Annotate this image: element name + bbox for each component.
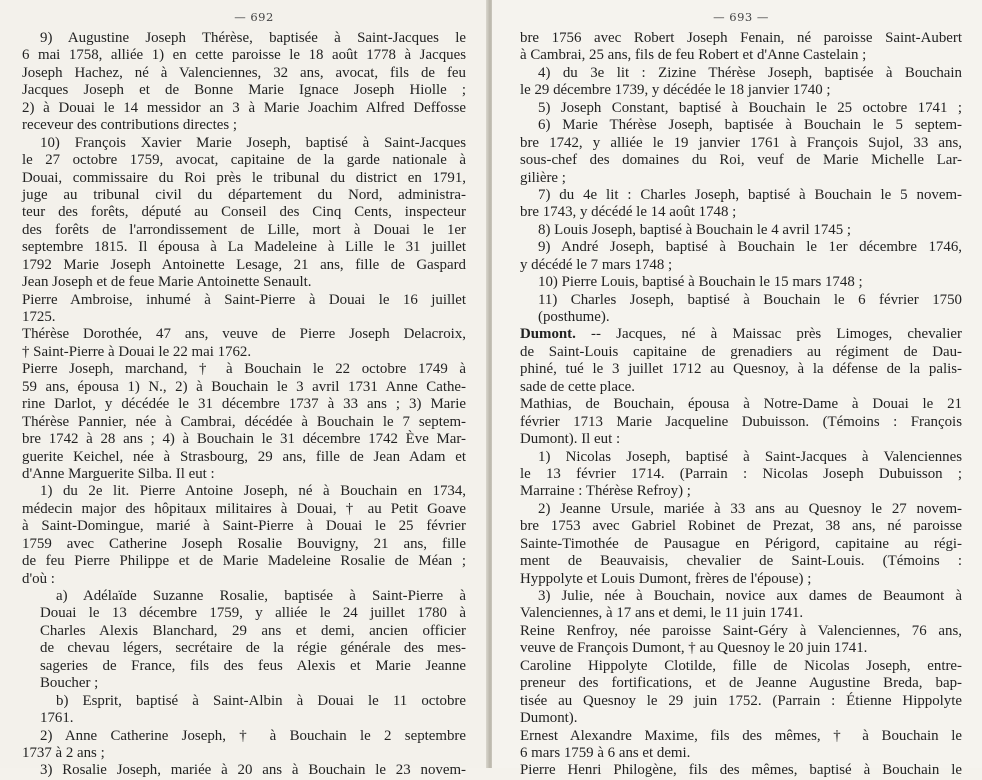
text-line: receveur des contributions directes ; <box>22 117 238 134</box>
text-line: preneur des fortifications, et de Jeanne Augustine Breda, bap- <box>520 675 962 692</box>
text-line: Dumont). Il eut : <box>520 431 621 448</box>
text-line: des forêts de l'arrondissement de Lille, mort à Douai le 1er <box>22 221 466 238</box>
text-line: bre 1742 à 28 ans ; 4) à Bouchain le 31 décembre 1742 Ève Mar- <box>22 431 466 448</box>
text-line: 2) Anne Catherine Joseph, † à Bouchain le 2 septembre <box>40 727 466 744</box>
text-line: à Saint-Domingue, marié à Saint-Pierre à Douai le 25 février <box>22 518 466 535</box>
text-line: 9) Augustine Joseph Thérèse, baptisée à Saint-Jacques le <box>40 30 466 46</box>
text-line: Jean Joseph et de feue Marie Antoinette Senault. <box>22 274 312 291</box>
text-line: phiné, tué le 3 juillet 1712 au Quesnoy, à la défense de la palis- <box>520 361 962 378</box>
text-line: sageries de France, fils des feus Alexis et Marie Jeanne <box>40 657 466 674</box>
text-line: 1725. <box>22 309 56 325</box>
text-line: Pierre Henri Philogène, fils des mêmes, baptisé à Bouchain le <box>520 762 962 779</box>
text-line: Marraine : Thérèse Refroy) ; <box>520 483 691 500</box>
text-line: 1) Nicolas Joseph, baptisé à Saint-Jacques à Valenciennes <box>538 448 962 465</box>
text-line: juge au tribunal civil du département du Nord, administra- <box>22 186 466 203</box>
text-line: guerite Keichel, née à Strasbourg, 29 ans, fille de Jean Adam et <box>22 448 466 465</box>
text-line: 5) Joseph Constant, baptisé à Bouchain le 25 octobre 1741 ; <box>538 99 962 116</box>
text-column <box>520 30 962 780</box>
text-line: 1761. <box>40 710 74 727</box>
text-line: 3) Rosalie Joseph, mariée à 20 ans à Bouchain le 23 novem- <box>40 762 466 779</box>
text-line: de chevau légers, secrétaire de la régie générale des mes- <box>40 640 466 657</box>
text-line: bre 1743, y décédé le 14 août 1748 ; <box>520 204 737 221</box>
text-line: 1737 à 2 ans ; <box>22 744 105 761</box>
right-page <box>492 0 982 779</box>
text-line: bre 1756 avec Robert Joseph Fenain, né paroisse Saint-Aubert <box>520 30 962 46</box>
text-line: le 13 février 1714. (Parrain : Nicolas Joseph Dubuisson ; <box>520 465 962 482</box>
text-line: gilière ; <box>520 169 566 186</box>
text-line: février 1713 Marie Jacqueline Dubuisson. (Témoins : François <box>520 413 962 430</box>
text-line: Ernest Alexandre Maxime, fils des mêmes, † à Bouchain le <box>520 727 962 744</box>
text-line: Mathias, de Bouchain, épousa à Notre-Dame à Douai le 21 <box>520 396 962 413</box>
text-line: 1759 avec Catherine Joseph Rosalie Bouvigny, 21 ans, fille <box>22 535 466 552</box>
text-line: 11) Charles Joseph, baptisé à Bouchain le 6 février 1750 <box>538 291 962 308</box>
text-line: veuve de François Dumont, † au Quesnoy le 20 juin 1741. <box>520 640 868 657</box>
text-line: 6 mars 1759 à 6 ans et demi. <box>520 744 691 761</box>
text-line: Jacques Joseph et de Bonne Marie Ignace Joseph Hiolle ; <box>22 82 466 99</box>
text-line: bre 1742, y alliée le 19 janvier 1761 à François Sujol, 33 ans, <box>520 134 962 151</box>
text-line: a) Adélaïde Suzanne Rosalie, baptisée à Saint-Pierre à <box>56 588 466 604</box>
text-line: Thérèse Pannier, née à Cambrai, décédée à Bouchain le 7 septem- <box>22 413 466 430</box>
text-line: Boucher ; <box>40 675 99 692</box>
text-line: Dumont. -- Jacques, né à Maissac près Limoges, chevalier <box>520 326 962 343</box>
text-line: Douai le 13 décembre 1759, y alliée le 24 juillet 1780 à <box>40 605 466 622</box>
text-line: tisée au Quesnoy le 29 juin 1752. (Parrain : Étienne Hippolyte <box>520 692 962 709</box>
text-line: d'Anne Marguerite Silba. Il eut : <box>22 465 215 482</box>
text-line: médecin major des hôpitaux militaires à Douai, † au Petit Goave <box>22 500 466 517</box>
text-line: d'où : <box>22 570 55 587</box>
text-line: 4) du 3e lit : Zizine Thérèse Joseph, baptisée à Bouchain <box>538 64 962 81</box>
text-line: Dumont). <box>520 710 578 727</box>
text-line: sade de cette place. <box>520 378 635 395</box>
text-line: Reine Renfroy, née paroisse Saint-Géry à Valenciennes, 76 ans, <box>520 622 962 639</box>
text-line: ment de Beauvaisis, chevalier de Saint-Louis. (Témoins : <box>520 553 962 570</box>
text-line: 9) André Joseph, baptisé à Bouchain le 1er décembre 1746, <box>538 239 962 256</box>
text-line: le 27 octobre 1759, avocat, capitaine de la garde nationale à <box>22 152 466 169</box>
text-line: Thérèse Dorothée, 47 ans, veuve de Pierre Joseph Delacroix, <box>22 326 466 343</box>
text-line: Valenciennes, à 17 ans et demi, le 11 juin 1741. <box>520 605 804 622</box>
text-line: 10) Pierre Louis, baptisé à Bouchain le 15 mars 1748 ; <box>538 274 863 291</box>
text-line: septembre 1815. Il épousa à La Madeleine à Lille le 31 juillet <box>22 239 466 256</box>
text-line: 6 mai 1758, alliée 1) en cette paroisse le 18 août 1778 à Jacques <box>22 47 466 64</box>
text-line: 2) à Douai le 14 messidor an 3 à Marie Joachim Alfred Deffosse <box>22 99 466 116</box>
text-line: Caroline Hippolyte Clotilde, fille de Nicolas Joseph, entre- <box>520 657 962 674</box>
text-line: 6) Marie Thérèse Joseph, baptisée à Bouchain le 5 septem- <box>538 117 962 134</box>
text-line: 10) François Xavier Marie Joseph, baptisé à Saint-Jacques <box>40 134 466 151</box>
text-line: 8) Louis Joseph, baptisé à Bouchain le 4 avril 1745 ; <box>538 221 852 238</box>
left-page <box>0 0 488 779</box>
text-line: † Saint-Pierre à Douai le 22 mai 1762. <box>22 343 252 360</box>
text-line: Joseph Hachez, né à Valenciennes, 32 ans, avocat, fils de feu <box>22 64 466 81</box>
text-line: teur des forêts, député au Conseil des Cinq Cents, inspecteur <box>22 204 466 221</box>
text-line: 7) du 4e lit : Charles Joseph, baptisé à Bouchain le 5 novem- <box>538 186 962 203</box>
text-line: Douai, commissaire du Roi près le tribunal du district en 1791, <box>22 169 466 186</box>
text-line: Pierre Ambroise, inhumé à Saint-Pierre à Douai le 16 juillet <box>22 291 466 308</box>
page-number: — 693 — <box>713 10 769 24</box>
text-line: 59 ans, épousa 1) N., 2) à Bouchain le 3 avril 1731 Anne Cathe- <box>22 378 466 395</box>
text-line: rine Darlot, y décédée le 31 décembre 1737 à 33 ans ; 3) Marie <box>22 396 466 413</box>
text-line: b) Esprit, baptisé à Saint-Albin à Douai le 11 octobre <box>56 692 466 709</box>
text-line: Pierre Joseph, marchand, † à Bouchain le 22 octobre 1749 à <box>22 361 466 378</box>
text-line: 1792 Marie Joseph Antoinette Lesage, 21 ans, fille de Gaspard <box>22 256 466 273</box>
text-line: de feu Pierre Philippe et de Marie Madeleine Rosalie de Méan ; <box>22 553 466 570</box>
text-line: 3) Julie, née à Bouchain, novice aux dames de Beaumont à <box>538 588 962 604</box>
text-column <box>22 30 466 780</box>
text-line: (posthume). <box>538 309 610 325</box>
text-line: sous-chef des domaines du Roi, veuf de Marie Michelle Lar- <box>520 152 962 169</box>
text-line: Hyppolyte et Louis Dumont, frères de l'épouse) ; <box>520 570 812 587</box>
page-number: — 692 <box>234 10 274 24</box>
text-line: Charles Alexis Blanchard, 29 ans et demi, ancien officier <box>40 622 466 639</box>
text-line: y décédé le 7 mars 1748 ; <box>520 256 673 273</box>
text-line: de Saint-Louis capitaine de grenadiers au régiment de Dau- <box>520 343 962 360</box>
text-line: 1) du 2e lit. Pierre Antoine Joseph, né à Bouchain en 1734, <box>40 483 466 500</box>
text-line: Sainte-Timothée de Pausague en Périgord, capitaine au régi- <box>520 535 962 552</box>
text-line: à Cambrai, 25 ans, fils de feu Robert et d'Anne Castelain ; <box>520 47 867 64</box>
text-line: le 29 décembre 1739, y décédée le 18 janvier 1740 ; <box>520 82 831 99</box>
text-line: 2) Jeanne Ursule, mariée à 33 ans au Quesnoy le 27 novem- <box>538 500 962 517</box>
text-line: bre 1753 avec Gabriel Robinet de Prezat, 38 ans, né paroisse <box>520 518 962 535</box>
entry-surname: Dumont. <box>520 326 576 343</box>
